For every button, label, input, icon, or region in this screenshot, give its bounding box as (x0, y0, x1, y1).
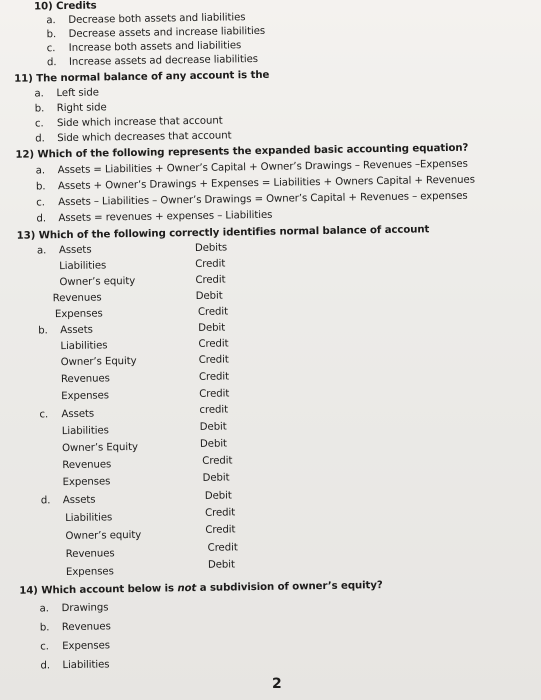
q13a-account: Owner’s equity (59, 275, 136, 289)
question-11: 11) The normal balance of any account is the (14, 69, 270, 85)
q12-option-d: d. Assets = revenues + expenses – Liabilities (36, 209, 273, 225)
q13a-balance: Debit (195, 290, 223, 302)
q13a-account: Revenues (52, 292, 102, 305)
q13b-account: Revenues (60, 373, 110, 386)
q11-option-c: c. Side which increase that account (34, 115, 223, 130)
question-12: 12) Which of the following represents the expanded basic accounting equation? (15, 142, 469, 161)
q13d-balance: Debit (204, 490, 232, 502)
q13c-account: Liabilities (61, 425, 109, 438)
q12-option-c: c. Assets – Liabilities – Owner’s Drawings = Owner’s Capital + Revenues – expenses (36, 190, 468, 209)
q13a-balance: Debits (194, 242, 228, 254)
q13b-account: Expenses (61, 390, 110, 403)
q14-option-b: b. Revenues (39, 621, 111, 634)
q13c-account: Assets (61, 408, 95, 421)
q13a-balance: Credit (195, 274, 226, 286)
q13b-balance: Credit (198, 354, 229, 366)
q13-option-a-letter: a. (36, 245, 47, 257)
q13c-balance: Debit (199, 438, 227, 450)
q10-option-d: d. Increase assets ad decrease liabilities (46, 53, 259, 69)
page-number: 2 (272, 676, 282, 692)
q13d-balance: Debit (207, 559, 235, 571)
q13d-account: Owner’s equity (65, 529, 142, 543)
q13a-account: Expenses (54, 308, 103, 321)
q13-option-b-letter: b. (38, 325, 48, 337)
q11-option-a: a. Left side (34, 87, 99, 100)
q13b-balance: Debit (198, 322, 226, 334)
q12-option-a: a. Assets = Liabilities + Owner’s Capital + Owner’s Drawings – Revenues –Expenses (35, 158, 468, 177)
q13b-account: Assets (60, 324, 93, 337)
q13d-account: Liabilities (65, 512, 113, 525)
q13a-balance: Credit (197, 306, 229, 318)
q11-option-b: b. Right side (34, 102, 107, 115)
q13d-balance: Credit (205, 507, 236, 519)
q13c-balance: credit (199, 404, 229, 416)
q13c-balance: Credit (202, 455, 233, 467)
question-14: 14) Which account below is not a subdivision of owner’s equity? (19, 580, 383, 597)
q13b-balance: Credit (199, 388, 230, 400)
q13b-balance: Credit (198, 338, 229, 350)
q12-option-b: b. Assets + Owner’s Drawings + Expenses = Liabilities + Owners Capital + Revenues (35, 174, 475, 193)
q10-option-a: a. Decrease both assets and liabilities (46, 12, 246, 27)
q13-option-c-letter: c. (39, 409, 49, 421)
q13d-account: Expenses (65, 566, 114, 579)
question-13: 13) Which of the following correctly identifies normal balance of account (16, 224, 430, 242)
q13d-account: Assets (62, 494, 96, 507)
q10-option-c: c. Increase both assets and liabilities (46, 40, 242, 55)
q13c-balance: Debit (202, 472, 230, 484)
q13b-account: Liabilities (60, 340, 108, 353)
q11-option-d: d. Side which decreases that account (35, 130, 232, 145)
q13c-account: Revenues (62, 459, 112, 472)
q14-option-c: c. Expenses (40, 640, 110, 653)
q13b-account: Owner’s Equity (60, 355, 137, 369)
q13a-account: Liabilities (59, 260, 107, 273)
q14-option-a: a. Drawings (39, 602, 109, 615)
q13a-balance: Credit (195, 258, 226, 270)
q13d-balance: Credit (207, 542, 238, 554)
q13c-account: Owner’s Equity (61, 441, 139, 455)
question-10: 10) Credits (34, 0, 97, 13)
q13c-balance: Debit (199, 421, 227, 433)
q13c-account: Expenses (62, 476, 111, 489)
q13-option-d-letter: d. (40, 495, 51, 507)
q13d-balance: Credit (205, 524, 236, 536)
q14-option-d: d. Liabilities (40, 659, 110, 672)
q13a-account: Assets (58, 244, 92, 257)
q13d-account: Revenues (65, 548, 115, 561)
q13b-balance: Credit (198, 371, 230, 383)
q10-option-b: b. Decrease assets and increase liabilities (46, 25, 266, 41)
